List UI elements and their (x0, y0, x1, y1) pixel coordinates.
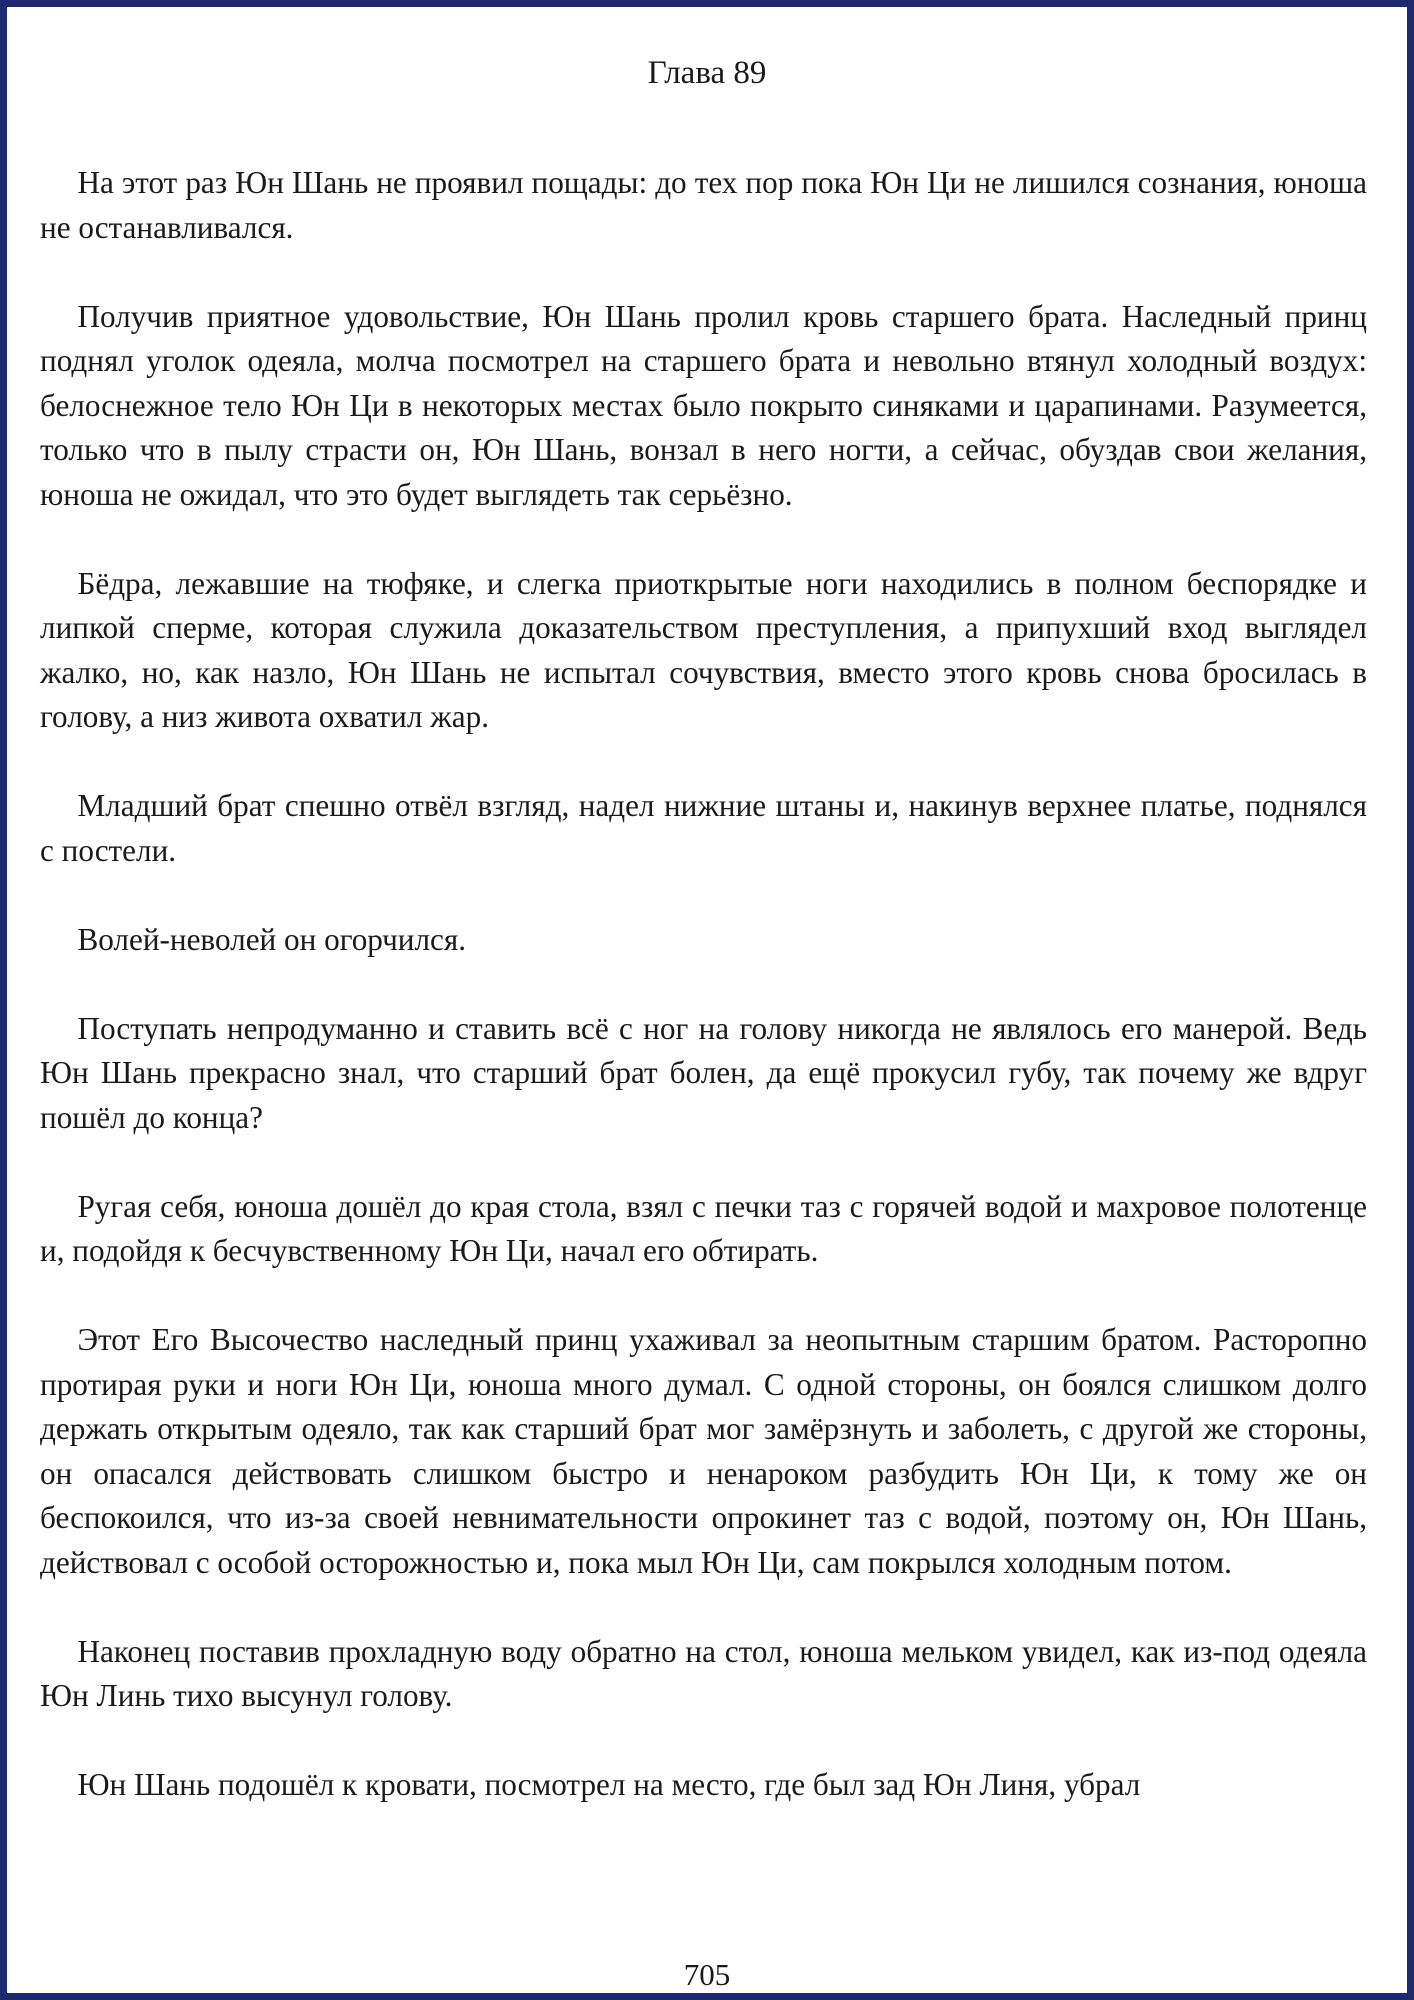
paragraph: Юн Шань подошёл к кровати, посмотрел на место, где был зад Юн Линя, убрал (77, 1767, 1141, 1802)
paragraph: Наконец поставив прохладную воду обратно на стол, юноша мельком увидел, как из-под одеяла Юн Линь тихо высунул голову. (40, 1633, 1367, 1713)
paragraph: Поступать непродуманно и ставить всё с ног на голову никогда не являлось его манерой. Ведь Юн Шань прекрасно знал, что старший брат болен, да ещё прокусил губу, так почему же вдруг пошёл до конца? (40, 1010, 1367, 1135)
paragraph: Бёдра, лежавшие на тюфяке, и слегка приоткрытые ноги находились в полном беспорядке и липкой сперме, которая служила доказательством преступления, а припухший вход выглядел жалко, но, как назло, Юн Шань не испытал сочувствия, вместо этого кровь снова бросилась в голову, а низ живота охватил жар. (40, 565, 1367, 734)
chapter-title: Глава 89 (647, 55, 767, 91)
paragraph: Этот Его Высочество наследный принц ухаживал за неопытным старшим братом. Расторопно протирая руки и ноги Юн Ци, юноша много думал. С одной стороны, он боялся слишком долго держать открытым одеяло, так как старший брат мог замёрзнуть и заболеть, с другой же стороны, он опасался действовать слишком быстро и ненароком разбудить Юн Ци, к тому же он беспокоился, что из-за своей невнимательности опрокинет таз с водой, поэтому он, Юн Шань, действовал с особой осторожностью и, пока мыл Юн Ци, сам покрылся холодным потом. (40, 1322, 1367, 1580)
paragraph: Волей-неволей он огорчился. (77, 921, 467, 957)
paragraph: На этот раз Юн Шань не проявил пощады: до тех пор пока Юн Ци не лишился сознания, юноша не останавливался. (40, 165, 1367, 245)
paragraph: Ругая себя, юноша дошёл до края стола, взял с печки таз с горячей водой и махровое полотенце и, подойдя к бесчувственному Юн Ци, начал его обтирать. (40, 1188, 1367, 1268)
paragraph: Получив приятное удовольствие, Юн Шань пролил кровь старшего брата. Наследный принц поднял уголок одеяла, молча посмотрел на старшего брата и невольно втянул холодный воздух: белоснежное тело Юн Ци в некоторых местах было покрыто синяками и царапинами. Разумеется, только что в пылу страсти он, Юн Шань, вонзал в него ногти, а сейчас, обуздав свои желания, юноша не ожидал, что это будет выглядеть так серьёзно. (40, 298, 1367, 512)
page-number: 705 (683, 1957, 731, 1992)
body-text (40, 161, 1367, 1808)
paragraph: Младший брат спешно отвёл взгляд, надел нижние штаны и, накинув верхнее платье, поднялся с постели. (40, 788, 1367, 868)
